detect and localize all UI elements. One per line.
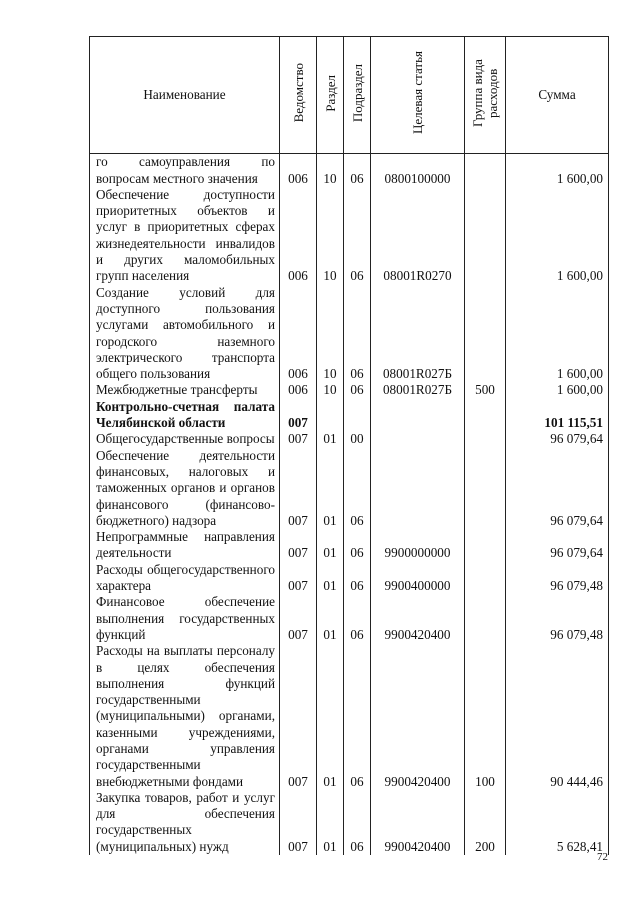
table-row (90, 594, 609, 643)
cell-section: 10 (317, 187, 344, 285)
table-row (90, 431, 609, 447)
table-body (90, 154, 609, 855)
table-row (90, 382, 609, 398)
cell-target: 9900000000 (371, 529, 465, 562)
budget-table (89, 36, 609, 855)
cell-name: Финансовое обеспечение выполнения государственных функций (90, 594, 280, 643)
cell-group (465, 562, 506, 595)
cell-subsection: 06 (344, 187, 371, 285)
cell-sum: 96 079,48 (506, 562, 609, 595)
table-row (90, 529, 609, 562)
cell-section: 01 (317, 448, 344, 529)
cell-sum: 1 600,00 (506, 154, 609, 187)
cell-subsection: 06 (344, 529, 371, 562)
cell-sum: 1 600,00 (506, 187, 609, 285)
header-target: Целевая статья (371, 37, 465, 154)
cell-dept: 007 (280, 790, 317, 855)
table-row (90, 285, 609, 383)
table-row (90, 448, 609, 529)
cell-section: 01 (317, 529, 344, 562)
cell-section: 10 (317, 154, 344, 187)
cell-subsection: 06 (344, 285, 371, 383)
cell-group (465, 187, 506, 285)
cell-name: Создание условий для доступного пользования услугами автомобильного и городского наземного электрического транспорта общего пользования (90, 285, 280, 383)
cell-target (371, 431, 465, 447)
cell-target (371, 399, 465, 432)
cell-section: 01 (317, 562, 344, 595)
cell-name: Непрограммные направления деятельности (90, 529, 280, 562)
cell-name: Межбюджетные трансферты (90, 382, 280, 398)
cell-group (465, 594, 506, 643)
cell-subsection: 06 (344, 448, 371, 529)
header-name: Наименование (90, 37, 280, 154)
cell-section: 01 (317, 431, 344, 447)
cell-subsection (344, 399, 371, 432)
cell-name: Расходы общегосударственного характера (90, 562, 280, 595)
table-header-row (90, 37, 609, 154)
cell-group (465, 285, 506, 383)
cell-dept: 007 (280, 643, 317, 790)
cell-group (465, 431, 506, 447)
cell-sum: 5 628,41 (506, 790, 609, 855)
cell-group: 200 (465, 790, 506, 855)
cell-subsection: 06 (344, 154, 371, 187)
table-row (90, 187, 609, 285)
cell-target: 9900400000 (371, 562, 465, 595)
cell-dept: 007 (280, 594, 317, 643)
cell-group (465, 448, 506, 529)
cell-target: 0800100000 (371, 154, 465, 187)
cell-dept: 007 (280, 399, 317, 432)
cell-sum: 96 079,64 (506, 529, 609, 562)
page-number: 72 (597, 851, 608, 863)
cell-sum: 90 444,46 (506, 643, 609, 790)
table-row (90, 562, 609, 595)
cell-name: Обеспечение деятельности финансовых, налоговых и таможенных органов и органов финансового (финансово-бюджетного) надзора (90, 448, 280, 529)
cell-name: Обеспечение доступности приоритетных объектов и услуг в приоритетных сферах жизнедеятельности инвалидов и других маломобильных групп населения (90, 187, 280, 285)
table-row (90, 399, 609, 432)
cell-section: 01 (317, 643, 344, 790)
cell-dept: 007 (280, 448, 317, 529)
cell-sum: 1 600,00 (506, 285, 609, 383)
cell-target: 08001R027Б (371, 382, 465, 398)
cell-group: 100 (465, 643, 506, 790)
table-row (90, 643, 609, 790)
cell-dept: 007 (280, 529, 317, 562)
header-sum: Сумма (506, 37, 609, 154)
cell-target: 9900420400 (371, 643, 465, 790)
cell-dept: 006 (280, 187, 317, 285)
cell-sum: 1 600,00 (506, 382, 609, 398)
cell-subsection: 00 (344, 431, 371, 447)
cell-name: го самоуправления по вопросам местного значения (90, 154, 280, 187)
header-subsection: Подраздел (344, 37, 371, 154)
cell-section: 10 (317, 382, 344, 398)
header-section: Раздел (317, 37, 344, 154)
cell-subsection: 06 (344, 382, 371, 398)
header-expense-group: Группа вида расходов (465, 37, 506, 154)
table-row (90, 790, 609, 855)
cell-sum: 101 115,51 (506, 399, 609, 432)
cell-target: 9900420400 (371, 594, 465, 643)
cell-target: 08001R027Б (371, 285, 465, 383)
cell-sum: 96 079,64 (506, 431, 609, 447)
cell-sum: 96 079,64 (506, 448, 609, 529)
cell-target: 9900420400 (371, 790, 465, 855)
cell-section: 10 (317, 285, 344, 383)
table-row (90, 154, 609, 187)
cell-subsection: 06 (344, 594, 371, 643)
cell-target (371, 448, 465, 529)
cell-name: Закупка товаров, работ и услуг для обеспечения государственных (муниципальных) нужд (90, 790, 280, 855)
cell-sum: 96 079,48 (506, 594, 609, 643)
cell-group: 500 (465, 382, 506, 398)
cell-dept: 006 (280, 382, 317, 398)
cell-dept: 006 (280, 154, 317, 187)
cell-name: Контрольно-счетная палата Челябинской области (90, 399, 280, 432)
cell-target: 08001R0270 (371, 187, 465, 285)
header-dept: Ведомство (280, 37, 317, 154)
cell-group (465, 529, 506, 562)
cell-subsection: 06 (344, 643, 371, 790)
cell-section (317, 399, 344, 432)
cell-section: 01 (317, 594, 344, 643)
cell-dept: 006 (280, 285, 317, 383)
cell-group (465, 399, 506, 432)
cell-subsection: 06 (344, 790, 371, 855)
cell-group (465, 154, 506, 187)
cell-name: Общегосударственные вопросы (90, 431, 280, 447)
cell-dept: 007 (280, 431, 317, 447)
cell-subsection: 06 (344, 562, 371, 595)
cell-section: 01 (317, 790, 344, 855)
cell-dept: 007 (280, 562, 317, 595)
cell-name: Расходы на выплаты персоналу в целях обеспечения выполнения функций государственными (муниципальными) органами, казенными учреждениями, органами управления государственными внебюджетными фондами (90, 643, 280, 790)
